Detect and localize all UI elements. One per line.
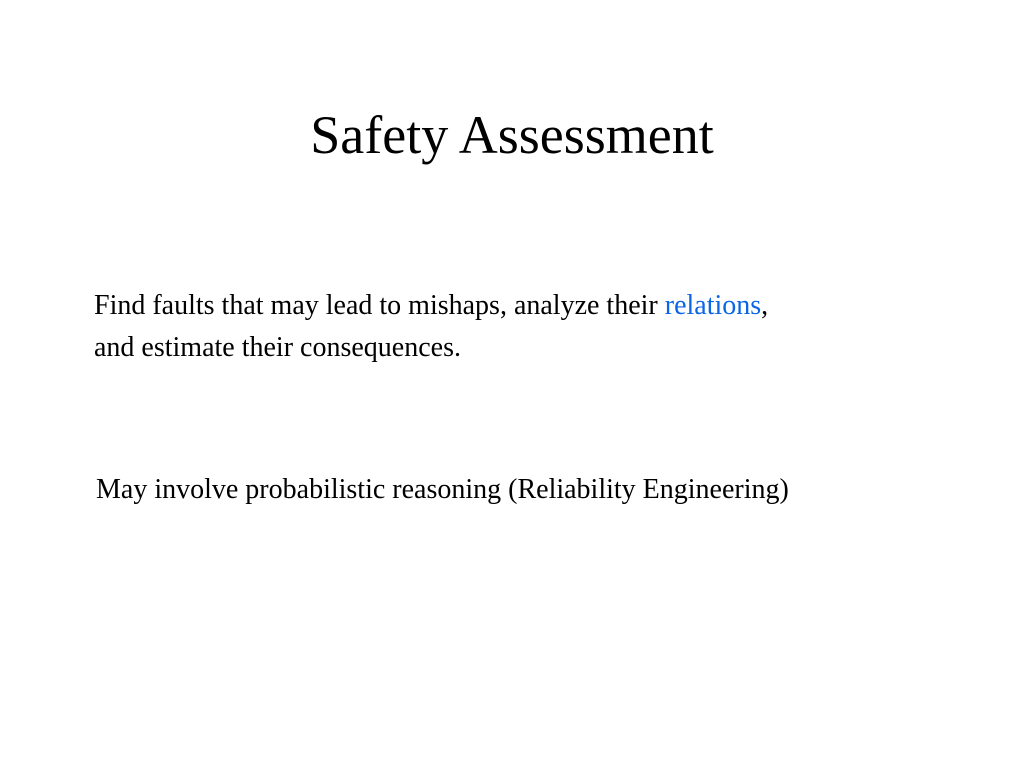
- comma-text: ,: [761, 290, 769, 321]
- consequences-text: and estimate their consequences.: [94, 332, 461, 363]
- slide-title: Safety Assessment: [310, 105, 714, 165]
- relations-link[interactable]: relations: [664, 290, 762, 321]
- faults-paragraph: [94, 285, 768, 369]
- probabilistic-paragraph: May involve probabilistic reasoning (Reliability Engineering): [96, 474, 789, 505]
- faults-text: Find faults that may lead to mishaps, analyze their: [94, 290, 665, 321]
